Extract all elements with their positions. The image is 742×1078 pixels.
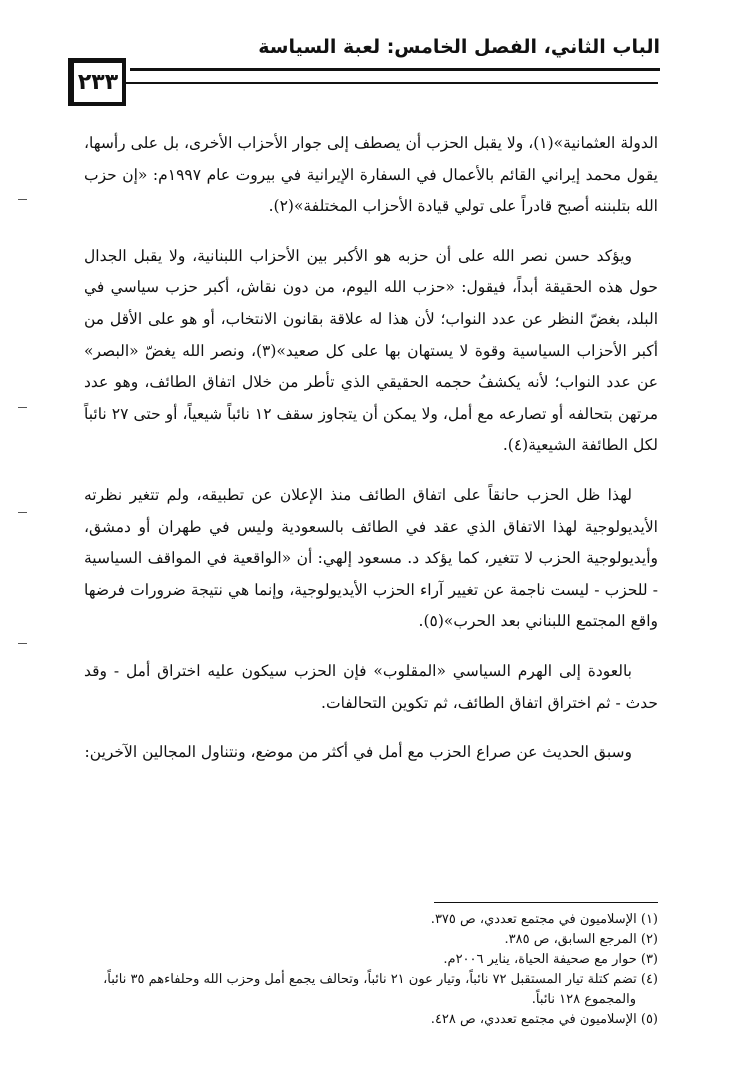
body-text [84,128,658,787]
footnote: (٢) المرجع السابق، ص ٣٨٥. [504,932,658,947]
paragraph: ويؤكد حسن نصر الله على أن حزبه هو الأكبر بين الأحزاب اللبنانية، ولا يقبل الجدال حول هذه الحقيقة أبداً، فيقول: «حزب الله اليوم، من دون نقاش، أكبر حزب سياسي في البلد، بغضّ النظر عن عدد النواب؛ لأن هذا له علاقة بقانون الانتخاب، أو هو على الأقل من أكبر الأحزاب السياسية وقوة لا يستهان بها على كل صعيد»(٣)، ونصر الله يغضّ «البصر» عن عدد النواب؛ لأنه يكشفُ حجمه الحقيقي الذي تأطر من خلال اتفاق الطائف، وهو عدد مرتهن بتحالفه أو تصارعه مع أمل، ولا يمكن أن يتجاوز سقف ١٢ نائباً شيعياً، أو حتى ٢٧ نائباً لكل الطائفة الشيعية(٤). [84,246,659,455]
paragraph: وسبق الحديث عن صراع الحزب مع أمل في أكثر من موضع، ونتناول المجالين الآخرين: [84,743,632,762]
margin-mark [18,512,27,513]
running-header [80,30,660,70]
header-rule-lower [126,82,658,84]
margin-mark [18,407,27,408]
footnote: (٤) تضم كتلة تيار المستقبل ٧٢ نائباً، وتيار عون ٢١ نائباً، وتحالف يجمع أمل وحزب الله وحلفاءهم ٣٥ نائباً، والمجموع ١٢٨ نائباً. [103,972,658,1007]
paragraph: لهذا ظل الحزب حانقاً على اتفاق الطائف منذ الإعلان عن تطبيقه، ولم تتغير نظرته الأيديولوجية لهذا الاتفاق الذي عقد في الطائف بالسعودية وليس في طهران أو دمشق، وأيديولوجية الحزب لا تتغير، كما يؤكد د. مسعود إلهي: أن «الواقعية في المواقف السياسية - للحزب - ليست ناجمة عن تغيير آراء الحزب الأيديولوجية، وإنما هي نتيجة ضرورات فرضها واقع المجتمع اللبناني بعد الحرب»(٥). [84,485,658,631]
header-rule [130,68,660,71]
footnote-separator [434,902,658,903]
margin-mark [18,643,27,644]
margin-mark [18,199,27,200]
page-number: ٢٣٣ [68,58,126,106]
paragraph: بالعودة إلى الهرم السياسي «المقلوب» فإن الحزب سيكون عليه اختراق أمل - وقد حدث - ثم اختراق اتفاق الطائف، ثم تكوين التحالفات. [84,661,658,712]
footnote: (٥) الإسلاميون في مجتمع تعددي، ص ٤٢٨. [430,1012,658,1027]
chapter-title: الباب الثاني، الفصل الخامس: لعبة السياسة [258,36,660,58]
paragraph: الدولة العثمانية»(١)، ولا يقبل الحزب أن يصطف إلى جوار الأحزاب الأخرى، بل على رأسها، يقول محمد إيراني القائم بالأعمال في السفارة الإيرانية في بيروت عام ١٩٩٧م: «إن حزب الله بتلبننه أصبح قادراً على تولي قيادة الأحزاب المختلفة»(٢). [84,134,659,216]
footnote: (١) الإسلاميون في مجتمع تعددي، ص ٣٧٥. [430,912,658,927]
footnotes [84,910,658,1030]
footnote: (٣) حوار مع صحيفة الحياة، يناير ٢٠٠٦م. [443,952,658,967]
